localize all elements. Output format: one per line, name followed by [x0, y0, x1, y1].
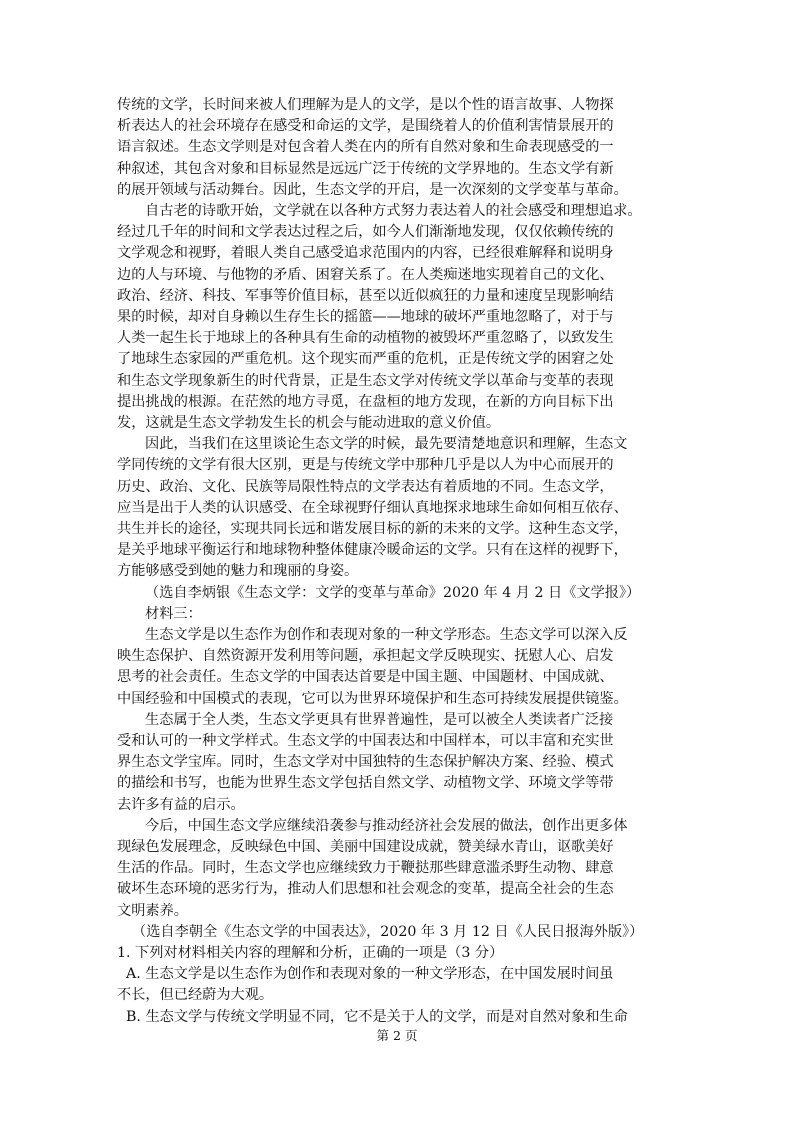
text-line: 经过几千年的时间和文学表达过程之后，如今人们渐渐地发现，仅仅依赖传统的	[117, 224, 614, 241]
text-line: 破坏生态环境的恶劣行为，推动人们思想和社会观念的变革，提高全社会的生态	[117, 881, 614, 898]
text-line: 界生态文学宝库。同时，生态文学对中国独特的生态保护解决方案、经验、模式	[117, 754, 614, 771]
text-line: 传统的文学，长时间来被人们理解为是人的文学，是以个性的语言故事、人物探	[117, 97, 614, 113]
text-line: 发，这就是生态文学勃发生长的机会与能动进取的意义价值。	[117, 415, 501, 431]
text-line: 是关乎地球平衡运行和地球物种整体健康冷暖命运的文学。只有在这样的视野下，	[117, 542, 628, 559]
option-a: A. 生态文学是以生态作为创作和表现对象的一种文学形态，在中国发展时间虽	[126, 966, 614, 983]
text-line: 生活的作品。同时，生态文学也应继续致力于鞭挞那些肆意滥杀野生动物、肆意	[117, 860, 614, 877]
text-line: 文学观念和视野，着眼人类自己感受追求范围内的内容，已经很难解释和说明身	[117, 245, 614, 262]
text-line: 思考的社会责任。生态文学的中国表达首要是中国主题、中国题材、中国成就、	[117, 669, 614, 686]
text-line: 应当是出于人类的认识感受、在全球视野仔细认真地探求地球生命如何相互依存、	[117, 499, 628, 516]
text-line: 历史、政治、文化、民族等局限性特点的文学表达有着质地的不同。生态文学，	[117, 478, 614, 495]
page-number: 第 2 页	[376, 1028, 418, 1043]
text-line: 人类一起生长于地球上的各种具有生命的动植物的被毁坏严重忽略了，以致发生	[117, 330, 614, 347]
text-line: 学同传统的文学有很大区别，更是与传统文学中那种几乎是以人为中心而展开的	[117, 457, 614, 474]
paragraph-first-line: 自古老的诗歌开始，文学就在以各种方式努力表达着人的社会感受和理想追求。	[145, 203, 642, 219]
text-line: 受和认可的一种文学样式。生态文学的中国表达和中国样本，可以丰富和充实世	[117, 733, 614, 749]
text-line: 方能够感受到她的魅力和瑰丽的身姿。	[117, 563, 359, 580]
text-line: 了地球生态家园的严重危机。这个现实而严重的危机，正是传统文学的困窘之处	[117, 351, 614, 368]
paragraph-first-line: 生态属于全人类，生态文学更具有世界普遍性，是可以被全人类读者广泛接	[145, 711, 614, 728]
text-line: 文明素养。	[117, 902, 188, 919]
text-line: 中国经验和中国模式的表现，它可以为世界环境保护和生态可持续发展提供镜鉴。	[117, 690, 628, 707]
text-line: 析表达人的社会环境存在感受和命运的文学，是围绕着人的价值利害情景展开的	[117, 118, 614, 135]
option-a-continuation: 不长，但已经蔚为大观。	[117, 987, 274, 1004]
source-citation: （选自李朝全《生态文学的中国表达》，2020 年 3 月 12 日《人民日报海外版》）	[132, 923, 644, 940]
section-heading: 材料三：	[145, 605, 202, 622]
text-line: 去许多有益的启示。	[117, 796, 245, 813]
option-b: B. 生态文学与传统文学明显不同，它不是关于人的文学，而是对自然对象和生命	[126, 1008, 628, 1025]
paragraph-first-line: 今后，中国生态文学应继续沿袭参与推动经济社会发展的做法，创作出更多体	[145, 817, 628, 834]
text-line: 政治、经济、科技、军事等价值目标，甚至以近似疯狂的力量和速度呈现影响结	[117, 287, 614, 304]
question-stem: 1. 下列对材料相关内容的理解和分析，正确的一项是（3 分）	[117, 945, 504, 961]
text-line: 映生态保护、自然资源开发利用等问题，承担起文学反映现实、抚慰人心、启发	[117, 648, 614, 665]
text-line: 的展开领域与活动舞台。因此，生态文学的开启，是一次深刻的文学变革与革命。	[117, 181, 628, 198]
text-line: 边的人与环境、与他物的矛盾、困窘关系了。在人类痴迷地实现着自己的文化、	[117, 266, 614, 283]
text-line: 和生态文学现象新生的时代背景，正是生态文学对传统文学以革命与变革的表现	[117, 372, 614, 389]
paragraph-first-line: 因此，当我们在这里谈论生态文学的时候，最先要清楚地意识和理解，生态文	[145, 436, 628, 453]
text-line: 语言叙述。生态文学则是对包含着人类在内的所有自然对象和生命表现感受的一	[117, 139, 614, 156]
text-line: 共生并长的途径，实现共同长远和谐发展目标的新的未来的文学。这种生态文学，	[117, 521, 628, 537]
text-line: 现绿色发展理念，反映绿色中国、美丽中国建设成就，赞美绿水青山，讴歌美好	[117, 839, 614, 855]
text-line: 种叙述，其包含对象和目标显然是远远广泛于传统的文学界地的。生态文学有新	[117, 160, 614, 177]
text-line: 果的时候，却对自身赖以生存生长的摇篮——地球的破坏严重地忽略了，对于与	[117, 309, 614, 325]
source-citation: （选自李炳银《生态文学：文学的变革与革命》2020 年 4 月 2 日《文学报》）	[145, 584, 641, 601]
paragraph-first-line: 生态文学是以生态作为创作和表现对象的一种文学形态。生态文学可以深入反	[145, 627, 628, 643]
text-line: 的描绘和书写，也能为世界生态文学包括自然文学、动植物文学、环境文学等带	[117, 775, 614, 792]
text-line: 提出挑战的根源。在茫然的地方寻觅，在盘桓的地方发现，在新的方向目标下出	[117, 393, 614, 410]
